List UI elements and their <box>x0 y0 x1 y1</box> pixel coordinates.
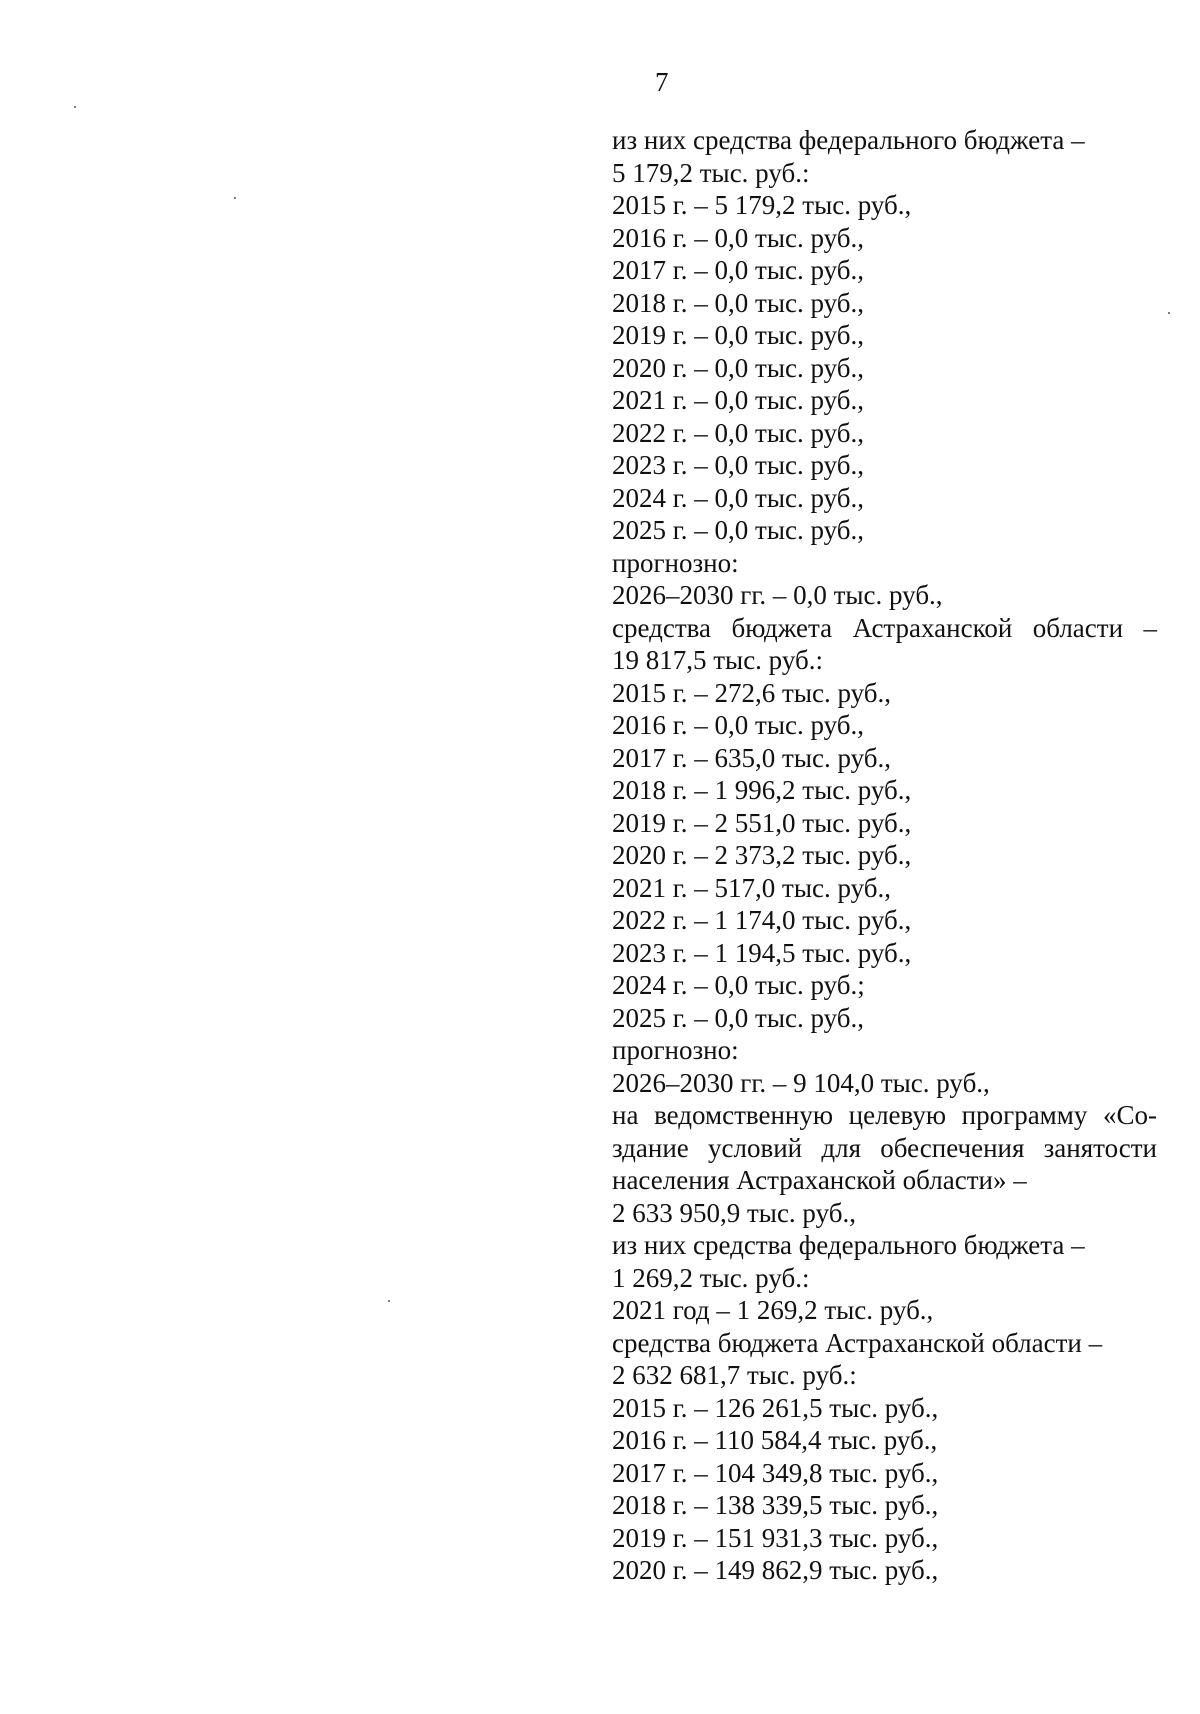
text-line: 2 633 950,9 тыс. руб., <box>612 1197 856 1228</box>
text-line: из них средства федерального бюджета – <box>612 125 1085 155</box>
text-line: на ведомственную целевую программу «Со- <box>612 1100 1157 1130</box>
text-line: 2021 г. – 517,0 тыс. руб., <box>612 872 891 903</box>
text-line: 2026–2030 гг. – 9 104,0 тыс. руб., <box>612 1067 990 1098</box>
text-line: 2019 г. – 2 551,0 тыс. руб., <box>612 807 912 838</box>
text-line: 2018 г. – 0,0 тыс. руб., <box>612 287 864 318</box>
text-line: прогнозно: <box>612 1035 739 1065</box>
text-line: 2026–2030 гг. – 0,0 тыс. руб., <box>612 580 943 610</box>
text-line: 1 269,2 тыс. руб.: <box>612 1262 810 1293</box>
text-line: 2015 г. – 272,6 тыс. руб., <box>612 677 891 708</box>
text-line: 2023 г. – 1 194,5 тыс. руб., <box>612 937 912 968</box>
text-line: из них средства федерального бюджета – <box>612 1230 1085 1260</box>
text-line: средства бюджета Астраханской области – <box>612 612 1157 643</box>
text-line: 2022 г. – 0,0 тыс. руб., <box>612 417 864 448</box>
text-line: 2015 г. – 126 261,5 тыс. руб., <box>612 1392 939 1423</box>
text-line: 5 179,2 тыс. руб.: <box>612 157 810 188</box>
document-body <box>612 124 1157 1587</box>
text-line: прогнозно: <box>612 547 739 578</box>
text-line: 2 632 681,7 тыс. руб.: <box>612 1360 857 1390</box>
text-line: 19 817,5 тыс. руб.: <box>612 645 823 675</box>
text-line: 2025 г. – 0,0 тыс. руб., <box>612 515 864 545</box>
text-line: 2024 г. – 0,0 тыс. руб.; <box>612 970 865 1000</box>
text-line: здание условий для обеспечения занятости <box>612 1132 1157 1163</box>
text-line: 2016 г. – 0,0 тыс. руб., <box>612 710 864 740</box>
scan-speck <box>1168 312 1170 314</box>
text-line: 2018 г. – 1 996,2 тыс. руб., <box>612 775 912 805</box>
text-line: 2024 г. – 0,0 тыс. руб., <box>612 482 864 513</box>
text-line: 2020 г. – 149 862,9 тыс. руб., <box>612 1555 939 1585</box>
text-line: 2017 г. – 0,0 тыс. руб., <box>612 255 864 285</box>
scan-speck <box>74 106 76 108</box>
text-line: 2021 г. – 0,0 тыс. руб., <box>612 385 864 415</box>
text-line: 2015 г. – 5 179,2 тыс. руб., <box>612 190 912 220</box>
text-line: 2021 год – 1 269,2 тыс. руб., <box>612 1295 934 1325</box>
text-line: населения Астраханской области» – <box>612 1165 1027 1195</box>
text-line: 2020 г. – 0,0 тыс. руб., <box>612 352 864 383</box>
scan-speck <box>234 197 236 199</box>
text-line: 2025 г. – 0,0 тыс. руб., <box>612 1002 864 1033</box>
text-line: 2019 г. – 0,0 тыс. руб., <box>612 320 864 350</box>
scan-speck <box>388 1300 390 1302</box>
text-line: 2018 г. – 138 339,5 тыс. руб., <box>612 1490 939 1520</box>
text-line: 2019 г. – 151 931,3 тыс. руб., <box>612 1522 939 1553</box>
text-line: 2016 г. – 110 584,4 тыс. руб., <box>612 1425 938 1455</box>
text-line: 2023 г. – 0,0 тыс. руб., <box>612 450 864 480</box>
text-line: средства бюджета Астраханской области – <box>612 1327 1103 1358</box>
text-line: 2022 г. – 1 174,0 тыс. руб., <box>612 905 912 935</box>
text-line: 2017 г. – 635,0 тыс. руб., <box>612 742 891 773</box>
text-line: 2017 г. – 104 349,8 тыс. руб., <box>612 1457 939 1488</box>
page-number: 7 <box>655 67 669 97</box>
text-line: 2016 г. – 0,0 тыс. руб., <box>612 222 864 253</box>
text-line: 2020 г. – 2 373,2 тыс. руб., <box>612 840 912 870</box>
